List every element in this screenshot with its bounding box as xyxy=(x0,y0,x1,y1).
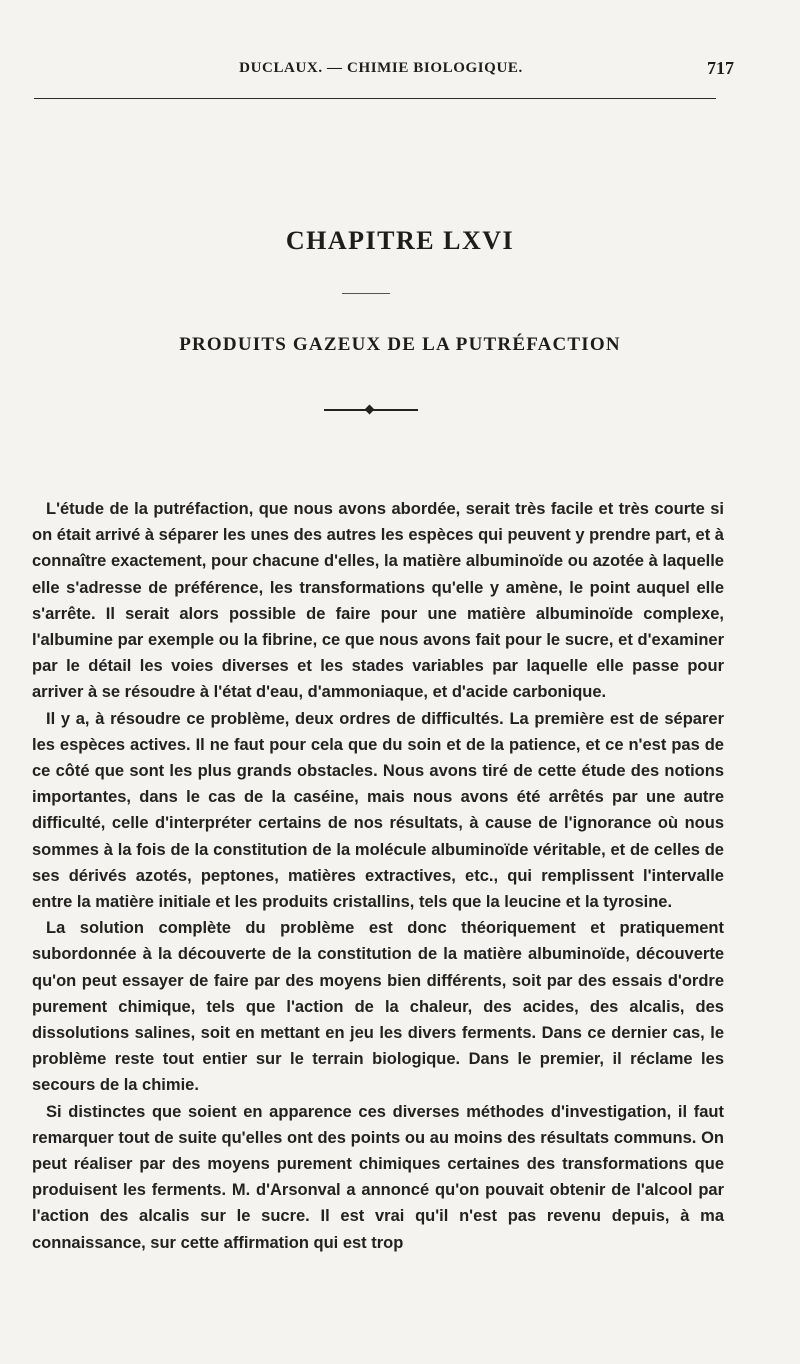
page-number: 717 xyxy=(707,58,734,78)
body-text xyxy=(32,496,724,1256)
paragraph: Si distinctes que soient en apparence ces diverses méthodes d'investigation, il faut remarquer tout de suite qu'elles ont des points ou au moins des résultats communs. On peut réaliser par des moyens purement chimiques certaines des transformations que produisent les ferments. M. d'Arsonval a annoncé qu'on pouvait obtenir de l'alcool par l'action des alcalis sur le sucre. Il est vrai qu'il n'est pas revenu depuis, à ma connaissance, sur cette affirmation qui est trop xyxy=(32,1102,724,1252)
paragraph: L'étude de la putréfaction, que nous avons abordée, serait très facile et très courte si on était arrivé à séparer les unes des autres les espèces qui peuvent y prendre part, et à connaître exactement, pour chacune d'elles, la matière albuminoïde ou azotée à laquelle elle s'adresse de préférence, les transformations qu'elle y amène, le point auquel elle s'arrête. Il serait alors possible de faire pour une matière albuminoïde complexe, l'albumine par exemple ou la fibrine, ce que nous avons fait pour le sucre, et d'examiner par le détail les voies diverses et les stades variables par laquelle elle passe pour arriver à se résoudre à l'état d'eau, d'ammoniaque, et d'acide carbonique. xyxy=(32,500,724,702)
header-rule xyxy=(34,98,716,99)
chapter-title: CHAPITRE LXVI xyxy=(285,226,515,255)
paragraph: La solution complète du problème est donc théoriquement et pratiquement subordonnée à la découverte de la constitution de la matière albuminoïde, découverte qu'on peut essayer de faire par des moyens bien différents, soit par des essais d'ordre purement chimique, tels que l'action de la chaleur, des acides, des alcalis, des dissolutions salines, soit en mettant en jeu les divers ferments. Dans ce dernier cas, le problème reste tout entier sur le terrain biologique. Dans le premier, il réclame les secours de la chimie. xyxy=(32,919,724,1095)
running-title: DUCLAUX. — CHIMIE BIOLOGIQUE. xyxy=(239,60,523,76)
diamond-icon xyxy=(365,405,375,415)
paragraph: Il y a, à résoudre ce problème, deux ordres de difficultés. La première est de séparer les espèces actives. Il ne faut pour cela que du soin et de la patience, et ce n'est pas de ce côté que sont les plus grands obstacles. Nous avons tiré de cette étude des notions importantes, dans le cas de la caséine, mais nous avons été arrêtés par une autre difficulté, celle d'interpréter certains de nos résultats, à cause de l'ignorance où nous sommes à la fois de la constitution de la molécule albuminoïde véritable, et de celles de ses dérivés azotés, peptones, matières extractives, etc., qui remplissent l'intervalle entre la matière initiale et les produits cristallins, tels que la leucine et la tyrosine. xyxy=(32,709,724,912)
section-title: PRODUITS GAZEUX DE LA PUTRÉFACTION xyxy=(179,334,621,355)
ornament-divider xyxy=(324,407,418,413)
chapter-divider xyxy=(342,293,390,294)
running-head xyxy=(36,58,734,86)
